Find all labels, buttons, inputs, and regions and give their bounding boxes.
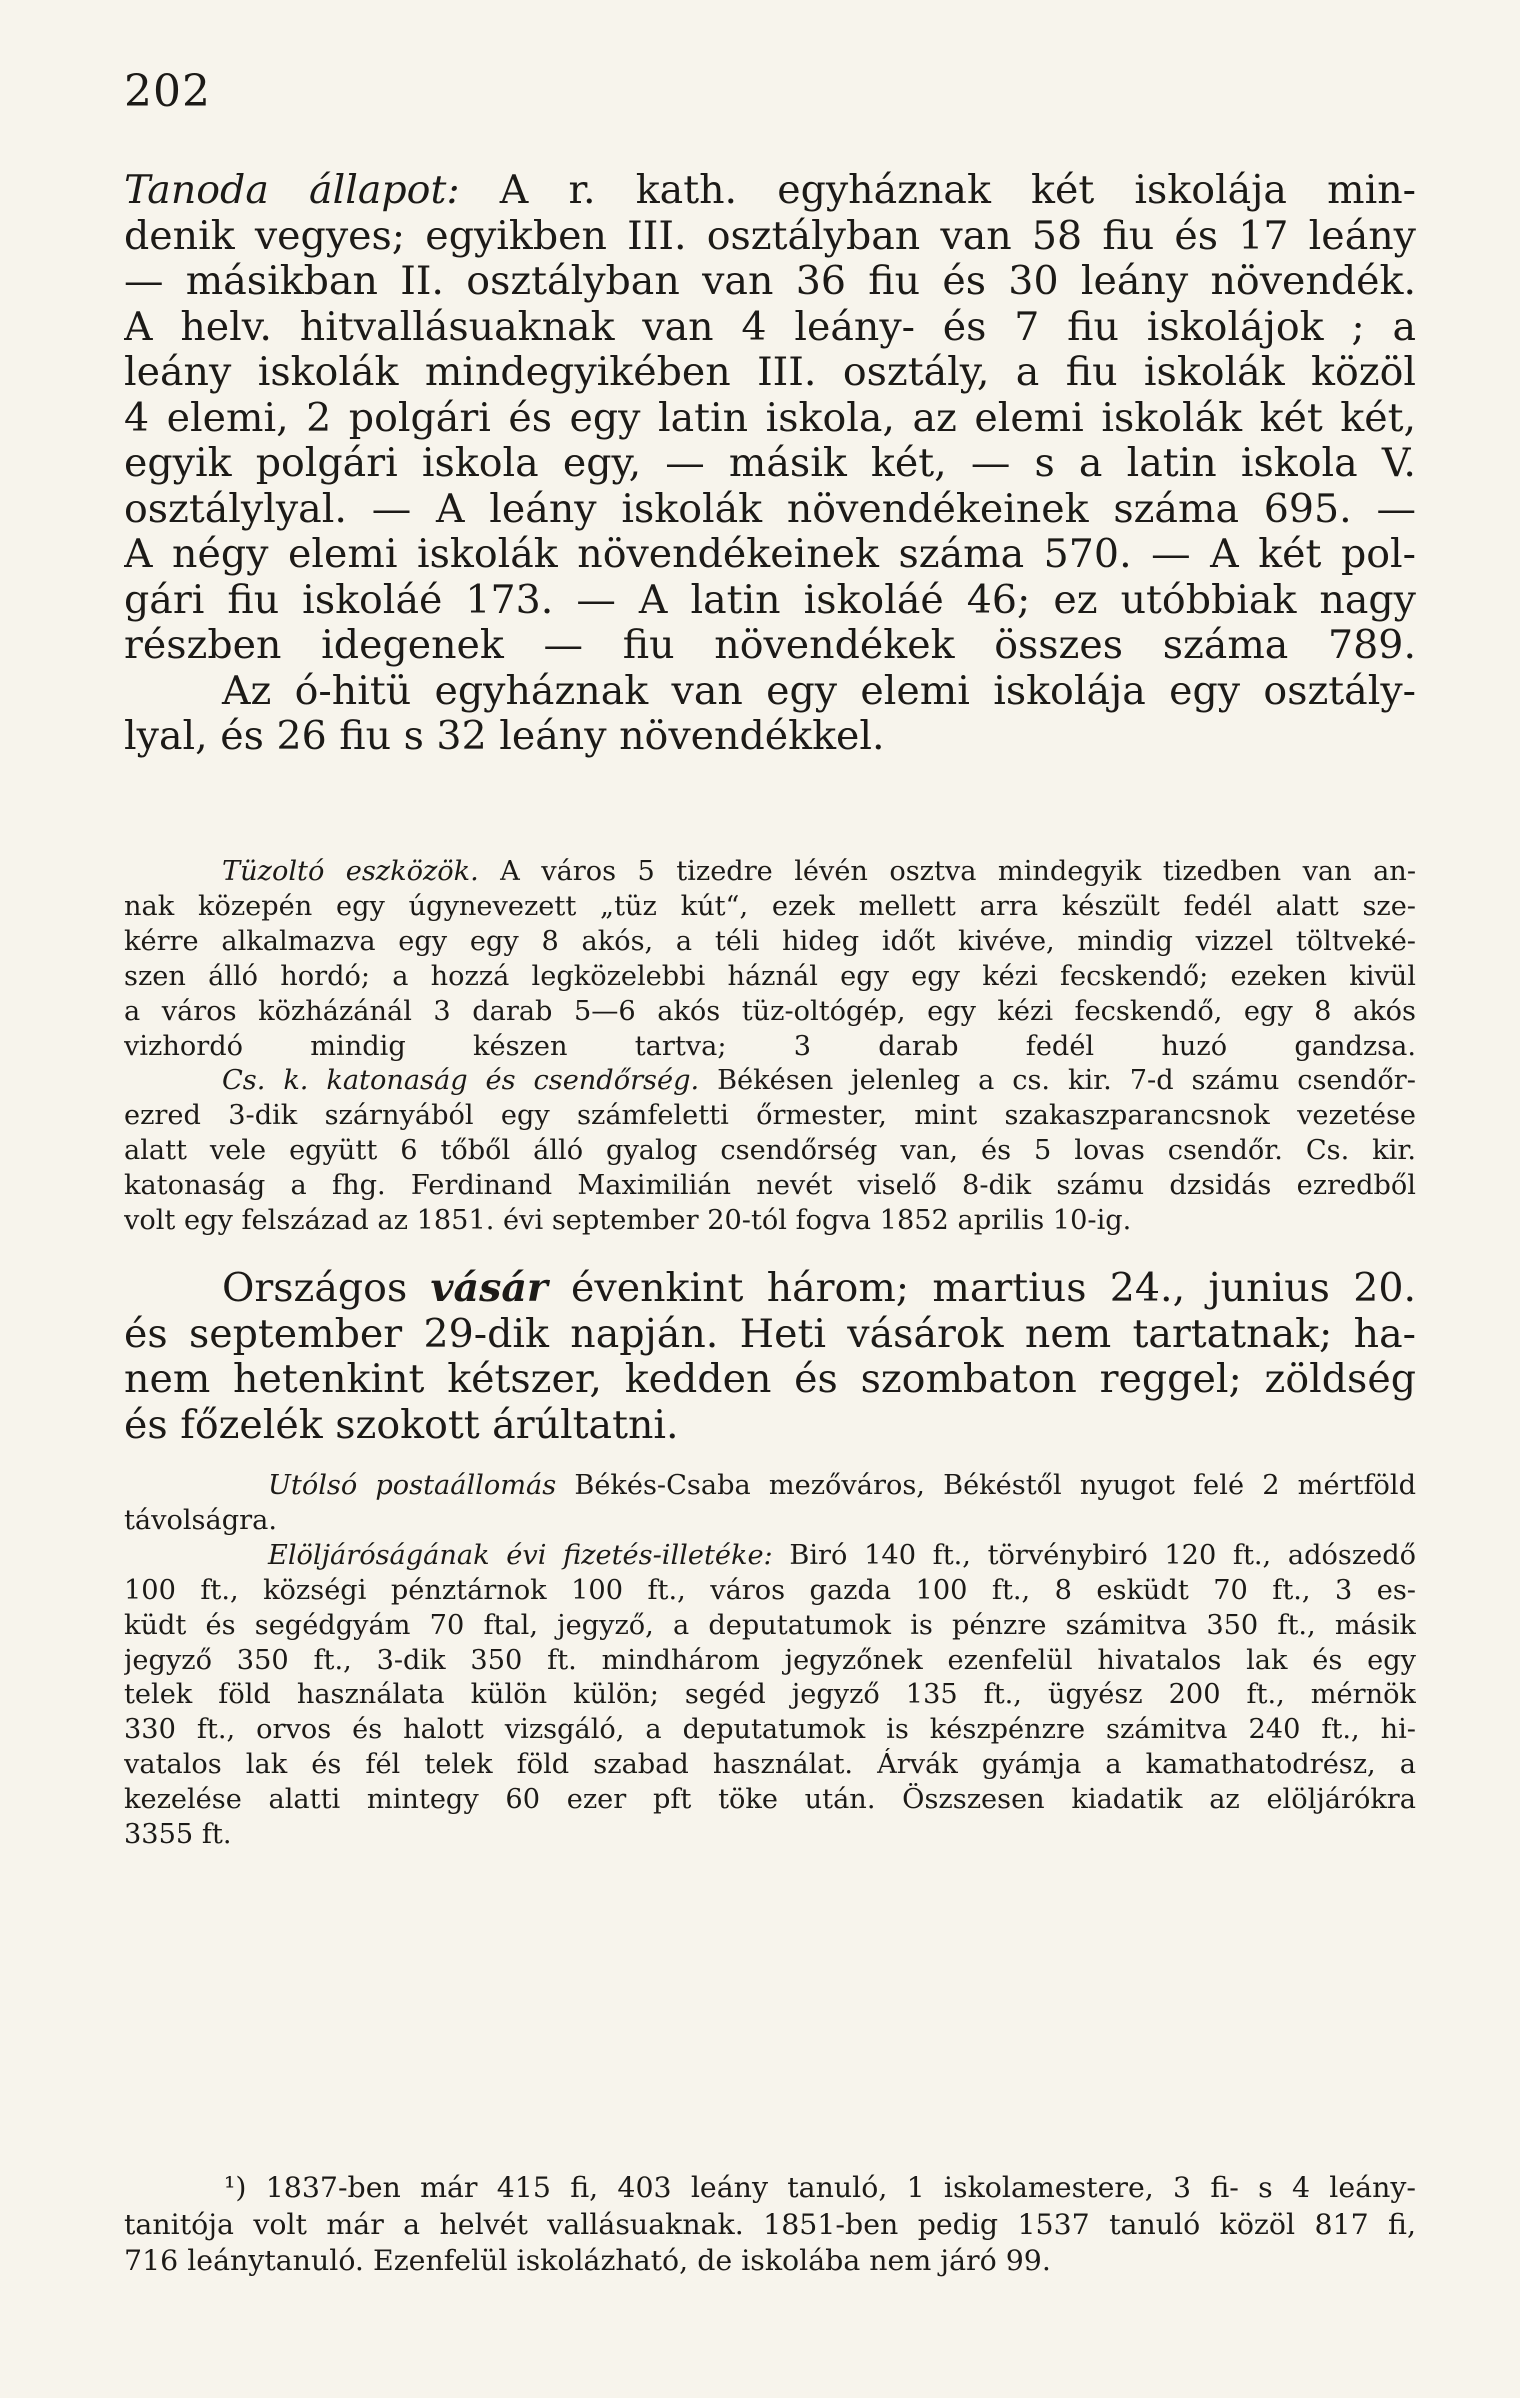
text-line: 4 elemi, 2 polgári és egy latin iskola, az elemi iskolák két két, (124, 395, 1416, 441)
text-line: osztálylyal. — A leány iskolák növendékeinek száma 695. — (124, 486, 1416, 532)
paragraph-vasar (124, 1266, 1416, 1448)
text-line: Utólsó postaállomás Békés-Csaba mezőváros, Békéstől nyugot felé 2 mértföld (268, 1470, 1416, 1501)
text-line: Tüzoltó eszközök. A város 5 tizedre lévén osztva mindegyik tizedben van an- (222, 856, 1416, 887)
text-line: és september 29-dik napján. Heti vásárok nem tartatnak; ha- (124, 1311, 1416, 1357)
text-line: kérre alkalmazva egy egy 8 akós, a téli hideg időt kivéve, mindig vizzel töltveké- (124, 925, 1416, 957)
text-line: és főzelék szokott árúltatni. (124, 1402, 679, 1448)
text-line: jegyző 350 ft., 3-dik 350 ft. mindhárom jegyzőnek ezenfelül hivatalos lak és egy (124, 1644, 1416, 1676)
text-line: nak közepén egy úgynevezett „tüz kút“, ezek mellett arra készült fedél alatt sze- (124, 890, 1416, 922)
text-line: egyik polgári iskola egy, — másik két, — s a latin iskola V. (124, 441, 1416, 486)
text-line: nem hetenkint kétszer, kedden és szombaton reggel; zöldség (124, 1357, 1416, 1402)
text-line: gári fiu iskoláé 173. — A latin iskoláé 46; ez utóbbiak nagy (124, 577, 1416, 623)
text-line: távolságra. (124, 1504, 277, 1536)
text-line: vizhordó mindig készen tartva; 3 darab fedél huzó gandzsa. (124, 1030, 1416, 1062)
text-line: a város közházánál 3 darab 5—6 akós tüz-oltógép, egy kézi fecskendő, egy 8 akós (124, 995, 1416, 1027)
text-line: 3355 ft. (124, 1819, 232, 1851)
run-in-heading: Elöljáróságának évi fizetés-illetéke: (268, 1539, 773, 1571)
paragraph-tuzolto (124, 855, 1416, 1239)
run-in-heading: Utólsó postaállomás (268, 1470, 557, 1501)
text-line: katonaság a fhg. Ferdinand Maximilián nevét viselő 8-dik számu dzsidás ezredből (124, 1170, 1416, 1202)
text-line: vatalos lak és fél telek föld szabad használat. Árvák gyámja a kamathatodrész, a (124, 1749, 1416, 1781)
footnote-line: ¹) 1837-ben már 415 fi, 403 leány tanuló, 1 iskolamestere, 3 fi- s 4 leány- (224, 2171, 1416, 2204)
page-number: 202 (124, 66, 211, 117)
text-line: kezelése alatti mintegy 60 ezer pft töke után. Öszszesen kiadatik az elöljárókra (124, 1784, 1416, 1816)
text-line: szen álló hordó; a hozzá legközelebbi háznál egy egy kézi fecskendő; ezeken kivül (124, 960, 1416, 992)
text-line: Az ó-hitü egyháznak van egy elemi iskolája egy osztály- (222, 668, 1416, 714)
paragraph-posta (124, 1469, 1416, 1853)
footnote (124, 2170, 1416, 2280)
text-line: Elöljáróságának évi fizetés-illetéke: Biró 140 ft., törvénybiró 120 ft., adószedő (268, 1539, 1416, 1571)
text-line: volt egy felszázad az 1851. évi september 20-tól fogva 1852 aprilis 10-ig. (124, 1205, 1132, 1237)
text-line: lyal, és 26 fiu s 32 leány növendékkel. (124, 714, 885, 759)
run-in-heading: Tüzoltó eszközök. (222, 856, 479, 887)
text-line: alatt vele együtt 6 tőből álló gyalog csendőrség van, és 5 lovas csendőr. Cs. kir. (124, 1135, 1416, 1167)
text-line: Országos vásár évenkint három; martius 24., junius 20. (222, 1266, 1416, 1311)
text-line: denik vegyes; egyikben III. osztályban van 58 fiu és 17 leány (124, 213, 1416, 259)
run-in-heading: Cs. k. katonaság és csendőrség. (222, 1065, 700, 1097)
run-in-heading: Tanoda állapot: (124, 168, 460, 213)
text-line: ezred 3-dik szárnyából egy számfeletti őrmester, mint szakaszparancsnok vezetése (124, 1100, 1416, 1132)
footnote-line: tanitója volt már a helvét vallásuaknak. 1851-ben pedig 1537 tanuló közöl 817 fi, (124, 2207, 1416, 2241)
text-line: A négy elemi iskolák növendékeinek száma 570. — A két pol- (124, 532, 1416, 577)
footnote-line: 716 leánytanuló. Ezenfelül iskolázható, de iskolába nem járó 99. (124, 2244, 1051, 2277)
text-line: 330 ft., orvos és halott vizsgáló, a deputatumok is készpénzre számitva 240 ft., hi- (124, 1714, 1416, 1746)
text-line: részben idegenek — fiu növendékek összes száma 789. (124, 623, 1416, 668)
text-line: A helv. hitvallásuaknak van 4 leány- és 7 fiu iskolájok ; a (124, 304, 1416, 350)
emphasis: vásár (430, 1266, 548, 1311)
text-line: telek föld használata külön külön; segéd jegyző 135 ft., ügyész 200 ft., mérnök (124, 1679, 1416, 1711)
text-line: küdt és segédgyám 70 ftal, jegyző, a deputatumok is pénzre számitva 350 ft., másik (124, 1609, 1416, 1641)
text-line: leány iskolák mindegyikében III. osztály, a fiu iskolák közöl (124, 350, 1416, 395)
text-line: Cs. k. katonaság és csendőrség. Békésen jelenleg a cs. kir. 7-d számu csendőr- (222, 1065, 1416, 1097)
text-line: Tanoda állapot: A r. kath. egyháznak két iskolája min- (124, 168, 1416, 213)
text-line: 100 ft., községi pénztárnok 100 ft., város gazda 100 ft., 8 esküdt 70 ft., 3 es- (124, 1574, 1416, 1606)
paragraph-tanoda (124, 168, 1416, 760)
text-line: — másikban II. osztályban van 36 fiu és 30 leány növendék. (124, 259, 1416, 304)
